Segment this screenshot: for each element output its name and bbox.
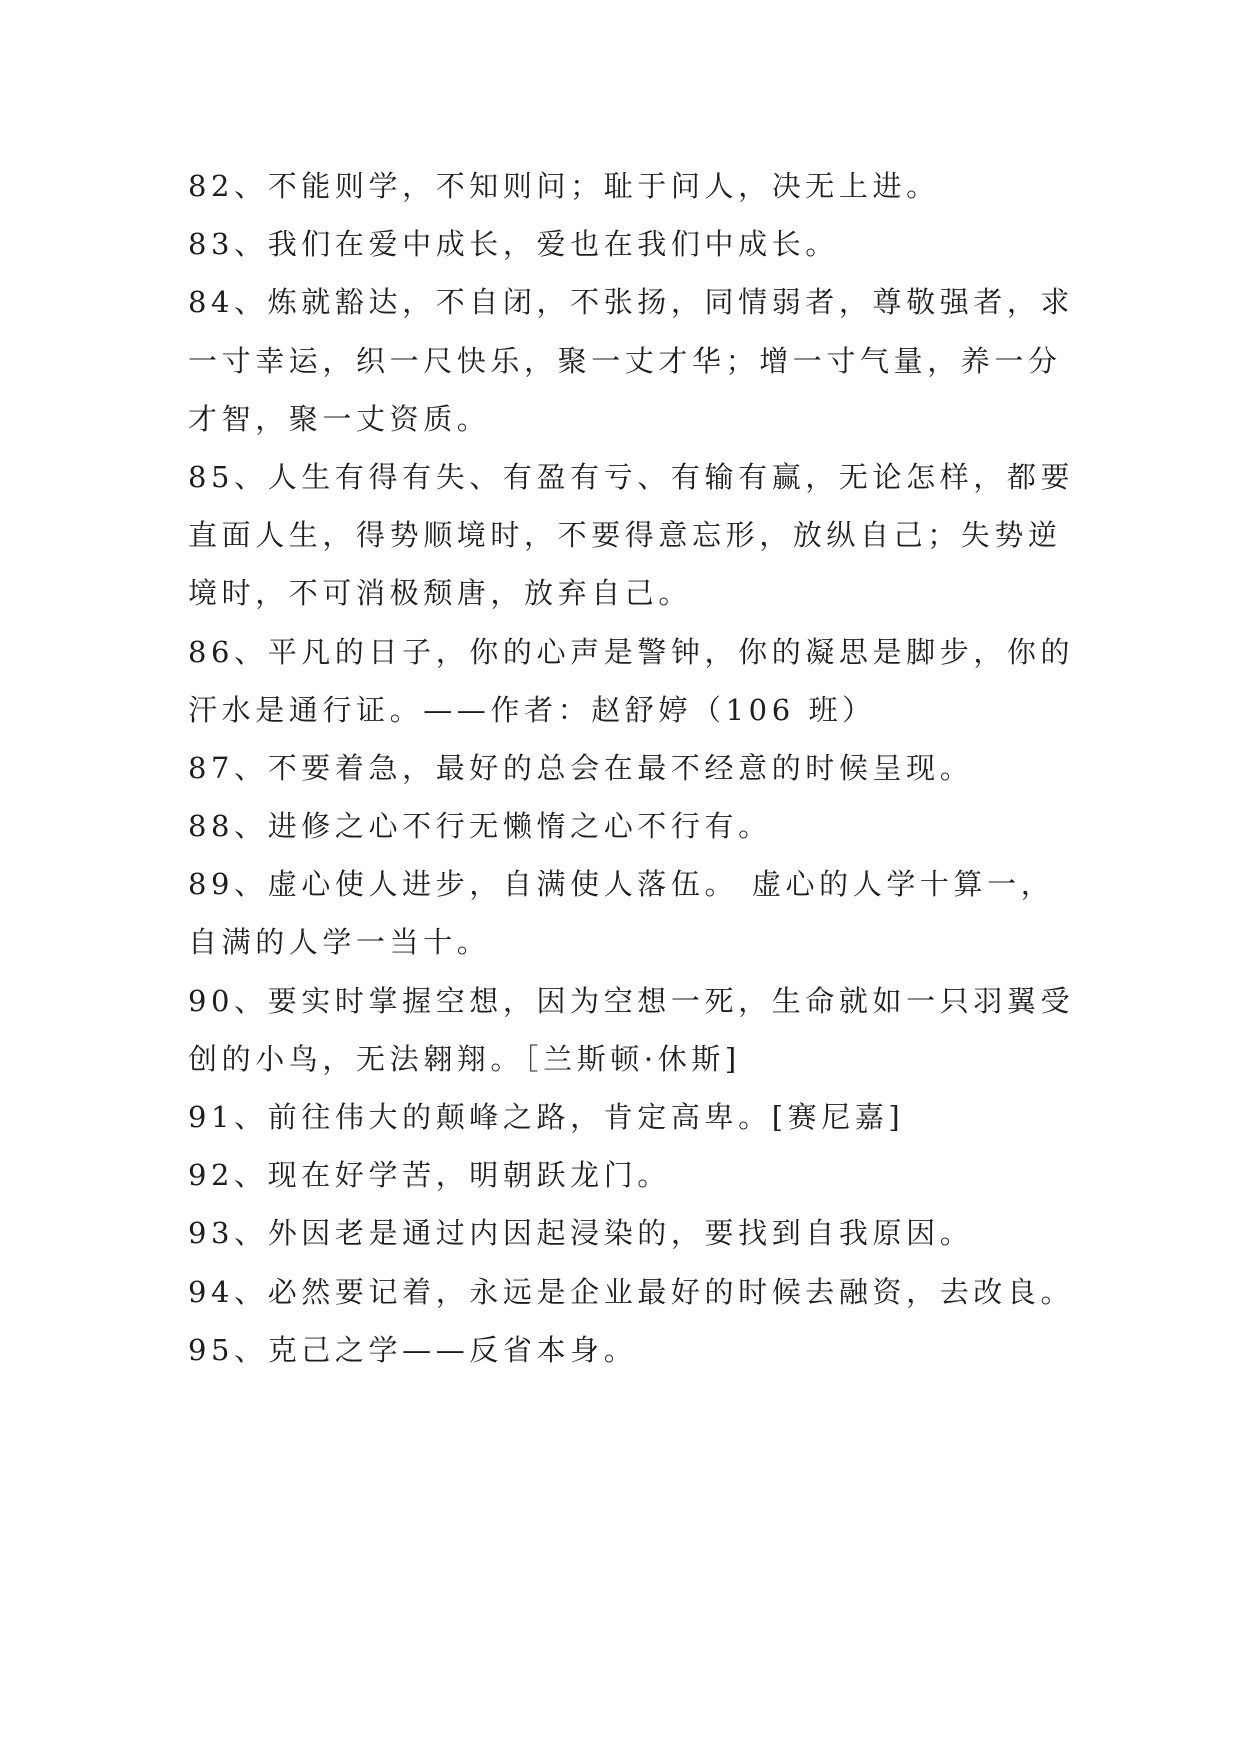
quote-92-line-1: 92、现在好学苦，明朝跃龙门。 [188, 1158, 671, 1193]
quote-89-line-2: 自满的人学一当十。 [188, 925, 491, 960]
quote-94-line-1: 94、必然要记着，永远是企业最好的时候去融资，去改良。 [188, 1274, 1075, 1309]
quote-89-line-1: 89、虚心使人进步，自满使人落伍。 虚心的人学十算一， [188, 867, 1055, 902]
quote-93-line-1: 93、外因老是通过内因起浸染的，要找到自我原因。 [188, 1216, 974, 1251]
quote-84-line-1: 84、炼就豁达，不自闭，不张扬，同情弱者，尊敬强者，求 [188, 285, 1075, 320]
quote-95-line-1: 95、克己之学——反省本身。 [188, 1332, 638, 1367]
quote-83-line-1: 83、我们在爱中成长，爱也在我们中成长。 [188, 227, 839, 262]
quote-85-line-3: 境时，不可消极颓唐，放弃自己。 [188, 576, 693, 611]
quote-84-line-3: 才智，聚一丈资质。 [188, 401, 491, 436]
quote-85-line-2: 直面人生，得势顺境时，不要得意忘形，放纵自己；失势逆 [188, 518, 1062, 553]
quote-82-line-1: 82、不能则学，不知则问；耻于问人，决无上进。 [188, 169, 940, 203]
quote-88-line-1: 88、进修之心不行无懒惰之心不行有。 [188, 809, 772, 844]
quote-90-line-2: 创的小鸟，无法翱翔。［兰斯顿·休斯] [188, 1041, 741, 1076]
quote-85-line-1: 85、人生有得有失、有盈有亏、有输有赢，无论怎样，都要 [188, 459, 1075, 494]
quote-86-line-1: 86、平凡的日子，你的心声是警钟，你的凝思是脚步，你的 [188, 634, 1075, 669]
quote-84-line-2: 一寸幸运，织一尺快乐，聚一丈才华；增一寸气量，养一分 [188, 343, 1062, 378]
quote-list [188, 157, 1075, 1379]
quote-90-line-1: 90、要实时掌握空想，因为空想一死，生命就如一只羽翼受 [188, 983, 1075, 1018]
quote-91-line-1: 91、前往伟大的颠峰之路，肯定高卑。[赛尼嘉] [188, 1100, 905, 1134]
quote-86-line-2: 汗水是通行证。——作者：赵舒婷（106 班） [188, 692, 876, 727]
quote-87-line-1: 87、不要着急，最好的总会在最不经意的时候呈现。 [188, 750, 974, 785]
